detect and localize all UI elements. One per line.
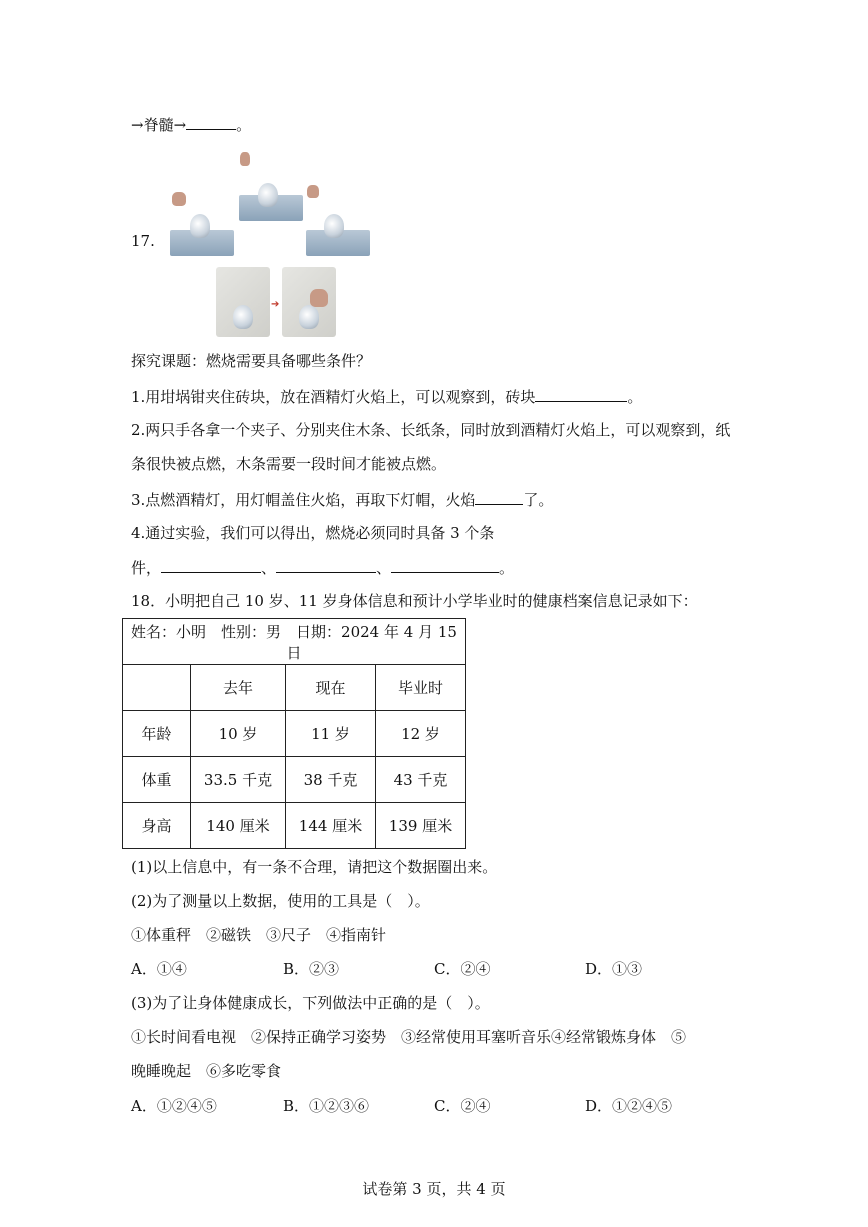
table-cell: 144 厘米 xyxy=(286,803,376,849)
table-cell: 体重 xyxy=(123,757,191,803)
arrow-right-icon: ➔ xyxy=(271,299,280,310)
table-cell: 43 千克 xyxy=(376,757,466,803)
q18-p2-option-b[interactable]: B．②③ xyxy=(283,960,340,978)
q17-s4-line2: 件， 、 、 。 xyxy=(131,559,515,577)
table-cell: 38 千克 xyxy=(286,757,376,803)
q17-topic: 探究课题：燃烧需要具备哪些条件？ xyxy=(131,352,372,370)
q18-p2-option-d[interactable]: D．①③ xyxy=(585,960,643,978)
q17-s3-blank xyxy=(475,489,523,505)
experiment-illustration xyxy=(170,150,370,260)
q18-p3: (3)为了让身体健康成长，下列做法中正确的是（ ）。 xyxy=(131,994,490,1012)
table-cell: 12 岁 xyxy=(376,711,466,757)
q17-s4-line1: 4.通过实验，我们可以得出，燃烧必须同时具备 3 个条 xyxy=(131,524,495,542)
q17-s1: 1.用坩埚钳夹住砖块，放在酒精灯火焰上，可以观察到，砖块 。 xyxy=(131,388,643,406)
q18-p3-option-d[interactable]: D．①②④⑤ xyxy=(585,1097,673,1115)
table-cell: 11 岁 xyxy=(286,711,376,757)
table-cell: 年龄 xyxy=(123,711,191,757)
table-cell: 33.5 千克 xyxy=(191,757,286,803)
table-row xyxy=(123,665,466,711)
q17-s4-blank-3 xyxy=(391,557,499,573)
health-record-table xyxy=(122,618,466,849)
q16-line: →脊髓→ 。 xyxy=(131,116,252,134)
q18-p3-option-a[interactable]: A．①②④⑤ xyxy=(131,1097,217,1115)
q18-p3-items-line1: ①长时间看电视 ②保持正确学习姿势 ③经常使用耳塞听音乐④经常锻炼身体 ⑤ xyxy=(131,1028,687,1046)
q17-s4-blank-1 xyxy=(161,557,261,573)
q17-s4-blank-2 xyxy=(276,557,376,573)
q18-p3-items-line2: 晚睡晚起 ⑥多吃零食 xyxy=(131,1062,282,1080)
table-header: 姓名：小明 性别：男 日期：2024 年 4 月 15 日 xyxy=(123,619,466,665)
table-cell: 10 岁 xyxy=(191,711,286,757)
page-footer: 试卷第 3 页，共 4 页 xyxy=(362,1180,506,1198)
table-cell: 139 厘米 xyxy=(376,803,466,849)
q18-p3-option-c[interactable]: C．②④ xyxy=(434,1097,491,1115)
q18-p2-option-c[interactable]: C．②④ xyxy=(434,960,491,978)
table-cell: 140 厘米 xyxy=(191,803,286,849)
photo-lamp-before xyxy=(216,267,270,337)
q17-s2-line2: 条很快被点燃，木条需要一段时间才能被点燃。 xyxy=(131,455,447,473)
q16-blank xyxy=(186,114,236,130)
table-row xyxy=(123,757,466,803)
q17-s1-blank xyxy=(535,386,627,402)
q18-p2: (2)为了测量以上数据，使用的工具是（ ）。 xyxy=(131,892,430,910)
table-cell: 毕业时 xyxy=(376,665,466,711)
table-cell: 去年 xyxy=(191,665,286,711)
table-cell xyxy=(123,665,191,711)
q18-p2-items: ①体重秤 ②磁铁 ③尺子 ④指南针 xyxy=(131,926,387,944)
q16-text: →脊髓→ xyxy=(131,116,187,134)
q17-s3: 3.点燃酒精灯，用灯帽盖住火焰，再取下灯帽，火焰 了。 xyxy=(131,491,554,509)
q18-p1: (1)以上信息中，有一条不合理，请把这个数据圈出来。 xyxy=(131,858,498,876)
q18-p2-option-a[interactable]: A．①④ xyxy=(131,960,187,978)
q17-number: 17. xyxy=(131,232,155,250)
q18-p3-option-b[interactable]: B．①②③⑥ xyxy=(283,1097,370,1115)
table-cell: 身高 xyxy=(123,803,191,849)
q18-intro: 18．小明把自己 10 岁、11 岁身体信息和预计小学毕业时的健康档案信息记录如下： xyxy=(131,592,698,610)
table-row xyxy=(123,803,466,849)
table-cell: 现在 xyxy=(286,665,376,711)
q17-s2-line1: 2.两只手各拿一个夹子、分别夹住木条、长纸条，同时放到酒精灯火焰上，可以观察到，纸 xyxy=(131,421,731,439)
photo-lamp-after xyxy=(282,267,336,337)
table-row xyxy=(123,711,466,757)
